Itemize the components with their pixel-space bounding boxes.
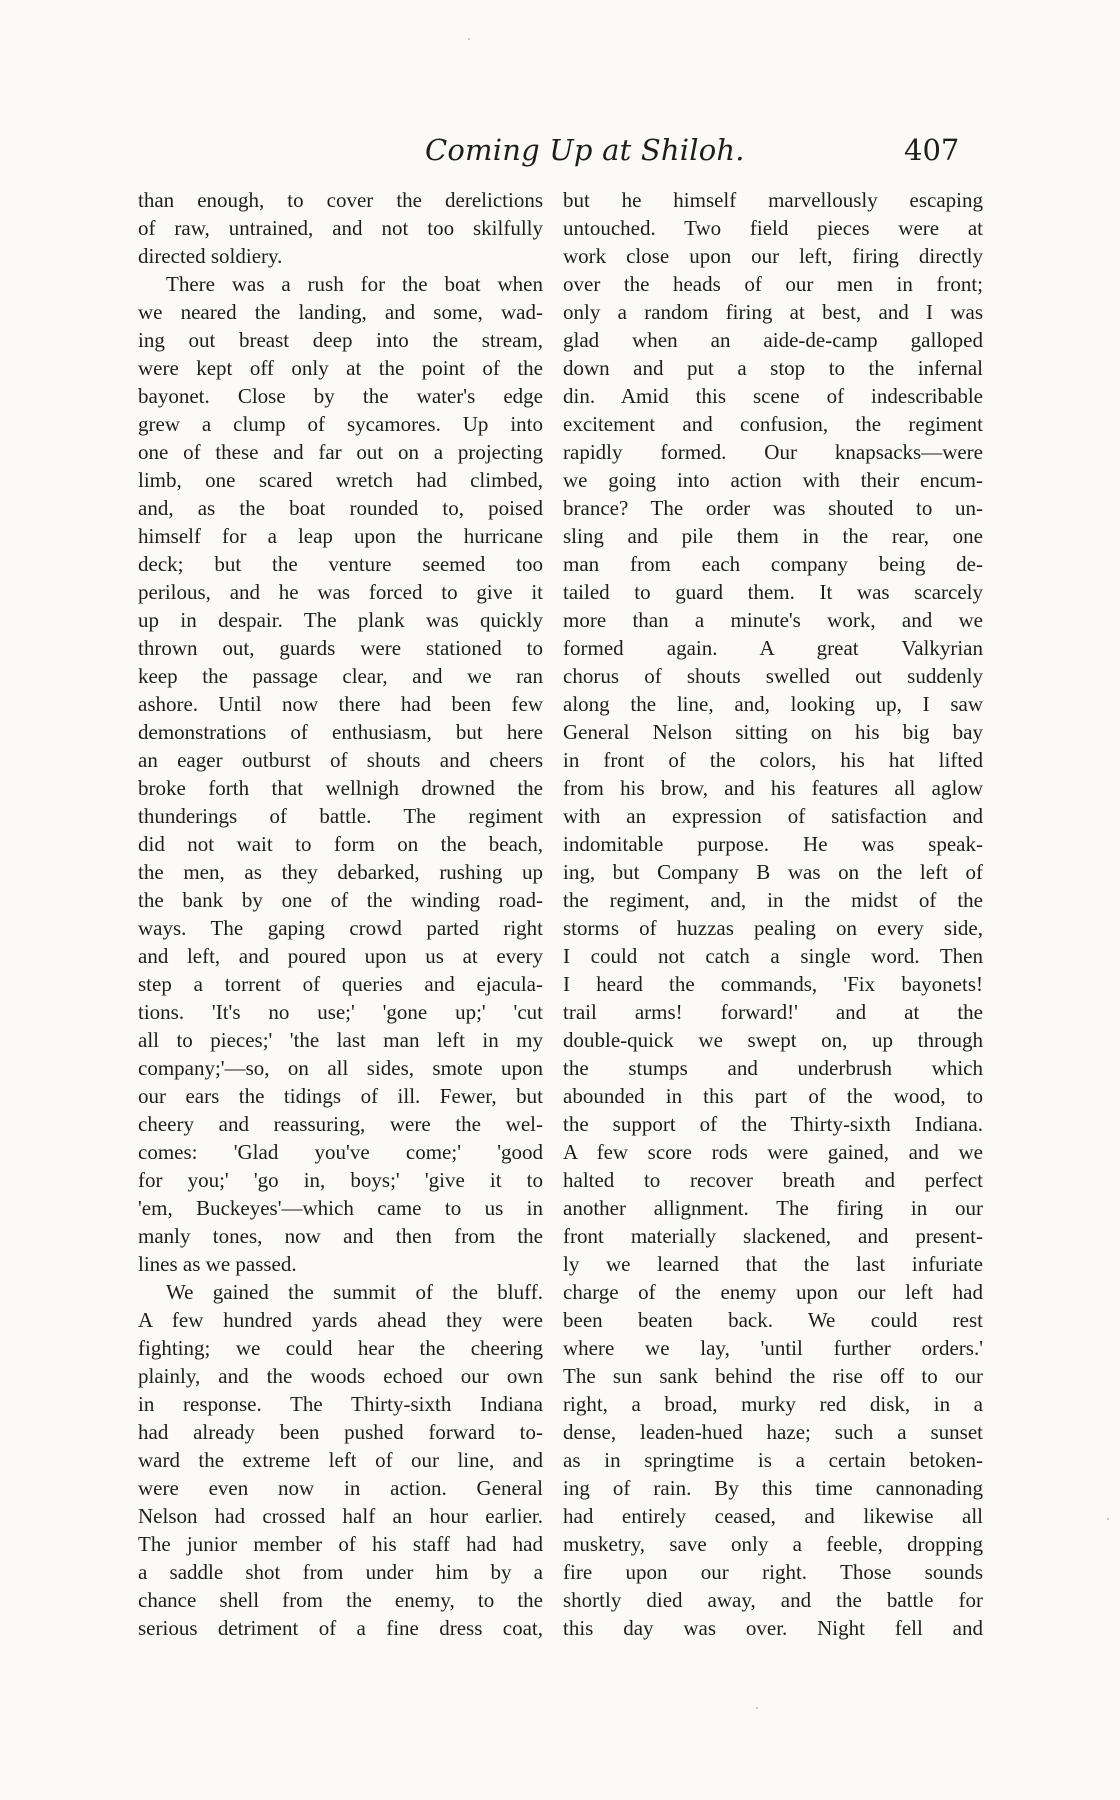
text-line: man from each company being de-: [563, 552, 983, 576]
text-line: the support of the Thirty-sixth Indiana.: [563, 1112, 983, 1136]
text-line: where we lay, 'until further orders.': [563, 1336, 983, 1360]
text-line: We gained the summit of the bluff.: [166, 1280, 543, 1304]
text-line: ward the extreme left of our line, and: [138, 1448, 543, 1472]
text-line: along the line, and, looking up, I saw: [563, 692, 983, 716]
text-line: Nelson had crossed half an hour earlier.: [138, 1504, 543, 1528]
text-line: as in springtime is a certain betoken-: [563, 1448, 983, 1472]
text-line: glad when an aide-de-camp galloped: [563, 328, 983, 352]
text-line: ing, but Company B was on the left of: [563, 860, 983, 884]
text-line: fighting; we could hear the cheering: [138, 1336, 543, 1360]
text-line: the stumps and underbrush which: [563, 1056, 983, 1080]
paper-speck: [1107, 1518, 1109, 1520]
text-line: right, a broad, murky red disk, in a: [563, 1392, 983, 1416]
text-line: an eager outburst of shouts and cheers: [138, 748, 543, 772]
text-line: all to pieces;' 'the last man left in my: [138, 1028, 543, 1052]
text-line: cheery and reassuring, were the wel-: [138, 1112, 543, 1136]
text-line: shortly died away, and the battle for: [563, 1588, 983, 1612]
text-line: more than a minute's work, and we: [563, 608, 983, 632]
text-line: perilous, and he was forced to give it: [138, 580, 543, 604]
text-line: excitement and confusion, the regiment: [563, 412, 983, 436]
text-line: chance shell from the enemy, to the: [138, 1588, 543, 1612]
text-line: keep the passage clear, and we ran: [138, 664, 543, 688]
text-line: grew a clump of sycamores. Up into: [138, 412, 543, 436]
text-line: sling and pile them in the rear, one: [563, 524, 983, 548]
text-line: front materially slackened, and present-: [563, 1224, 983, 1248]
text-line: from his brow, and his features all aglow: [563, 776, 983, 800]
text-line: than enough, to cover the derelictions: [138, 188, 543, 212]
text-line: were kept off only at the point of the: [138, 356, 543, 380]
text-line: up in despair. The plank was quickly: [138, 608, 543, 632]
text-line: ly we learned that the last infuriate: [563, 1252, 983, 1276]
text-line: limb, one scared wretch had climbed,: [138, 468, 543, 492]
text-line: work close upon our left, firing directly: [563, 244, 983, 268]
text-line: halted to recover breath and perfect: [563, 1168, 983, 1192]
text-line: company;'—so, on all sides, smote upon: [138, 1056, 543, 1080]
text-line: ing of rain. By this time cannonading: [563, 1476, 983, 1500]
text-line: brance? The order was shouted to un-: [563, 496, 983, 520]
text-line: over the heads of our men in front;: [563, 272, 983, 296]
text-line: comes: 'Glad you've come;' 'good: [138, 1140, 543, 1164]
paper-speck: [468, 38, 470, 40]
text-line: tions. 'It's no use;' 'gone up;' 'cut: [138, 1000, 543, 1024]
text-line: the men, as they debarked, rushing up: [138, 860, 543, 884]
text-line: ways. The gaping crowd parted right: [138, 916, 543, 940]
text-line: had already been pushed forward to-: [138, 1420, 543, 1444]
text-line: we going into action with their encum-: [563, 468, 983, 492]
text-line: the bank by one of the winding road-: [138, 888, 543, 912]
text-line: double-quick we swept on, up through: [563, 1028, 983, 1052]
text-line: and, as the boat rounded to, poised: [138, 496, 543, 520]
text-line: There was a rush for the boat when: [166, 272, 543, 296]
text-line: directed soldiery.: [138, 244, 283, 268]
text-line: the regiment, and, in the midst of the: [563, 888, 983, 912]
text-line: were even now in action. General: [138, 1476, 543, 1500]
text-line: broke forth that wellnigh drowned the: [138, 776, 543, 800]
text-line: General Nelson sitting on his big bay: [563, 720, 983, 744]
text-line: I heard the commands, 'Fix bayonets!: [563, 972, 983, 996]
text-line: I could not catch a single word. Then: [563, 944, 983, 968]
paper-speck: [756, 1707, 758, 1709]
text-line: demonstrations of enthusiasm, but here: [138, 720, 543, 744]
text-line: formed again. A great Valkyrian: [563, 636, 983, 660]
text-line: din. Amid this scene of indescribable: [563, 384, 983, 408]
text-line: 'em, Buckeyes'—which came to us in: [138, 1196, 543, 1220]
text-line: one of these and far out on a projecting: [138, 440, 543, 464]
text-line: The sun sank behind the rise off to our: [563, 1364, 983, 1388]
text-line: tailed to guard them. It was scarcely: [563, 580, 983, 604]
text-line: in response. The Thirty-sixth Indiana: [138, 1392, 543, 1416]
text-line: ing out breast deep into the stream,: [138, 328, 543, 352]
text-line: but he himself marvellously escaping: [563, 188, 983, 212]
text-line: ashore. Until now there had been few: [138, 692, 543, 716]
text-line: fire upon our right. Those sounds: [563, 1560, 983, 1584]
text-line: with an expression of satisfaction and: [563, 804, 983, 828]
text-line: step a torrent of queries and ejacula-: [138, 972, 543, 996]
text-line: manly tones, now and then from the: [138, 1224, 543, 1248]
text-line: this day was over. Night fell and: [563, 1616, 983, 1640]
text-line: bayonet. Close by the water's edge: [138, 384, 543, 408]
text-line: musketry, save only a feeble, dropping: [563, 1532, 983, 1556]
text-line: storms of huzzas pealing on every side,: [563, 916, 983, 940]
text-line: The junior member of his staff had had: [138, 1532, 543, 1556]
text-line: in front of the colors, his hat lifted: [563, 748, 983, 772]
text-line: and left, and poured upon us at every: [138, 944, 543, 968]
text-line: A few score rods were gained, and we: [563, 1140, 983, 1164]
text-line: trail arms! forward!' and at the: [563, 1000, 983, 1024]
page-number: 407: [904, 133, 960, 167]
text-line: for you;' 'go in, boys;' 'give it to: [138, 1168, 543, 1192]
text-line: deck; but the venture seemed too: [138, 552, 543, 576]
text-line: untouched. Two field pieces were at: [563, 216, 983, 240]
text-line: plainly, and the woods echoed our own: [138, 1364, 543, 1388]
running-head: [0, 133, 1120, 173]
text-line: rapidly formed. Our knapsacks—were: [563, 440, 983, 464]
right-column: [563, 186, 983, 1642]
text-line: of raw, untrained, and not too skilfully: [138, 216, 543, 240]
text-line: lines as we passed.: [138, 1252, 297, 1276]
text-line: A few hundred yards ahead they were: [138, 1308, 543, 1332]
text-line: thrown out, guards were stationed to: [138, 636, 543, 660]
text-line: down and put a stop to the infernal: [563, 356, 983, 380]
text-line: a saddle shot from under him by a: [138, 1560, 543, 1584]
text-line: indomitable purpose. He was speak-: [563, 832, 983, 856]
running-title: Coming Up at Shiloh.: [425, 133, 745, 167]
text-line: charge of the enemy upon our left had: [563, 1280, 983, 1304]
text-line: another allignment. The firing in our: [563, 1196, 983, 1220]
text-line: chorus of shouts swelled out suddenly: [563, 664, 983, 688]
text-line: only a random firing at best, and I was: [563, 300, 983, 324]
text-line: our ears the tidings of ill. Fewer, but: [138, 1084, 543, 1108]
text-line: thunderings of battle. The regiment: [138, 804, 543, 828]
text-line: abounded in this part of the wood, to: [563, 1084, 983, 1108]
text-line: serious detriment of a fine dress coat,: [138, 1616, 543, 1640]
text-line: had entirely ceased, and likewise all: [563, 1504, 983, 1528]
text-line: himself for a leap upon the hurricane: [138, 524, 543, 548]
text-line: did not wait to form on the beach,: [138, 832, 543, 856]
left-column: [138, 186, 543, 1642]
text-line: dense, leaden-hued haze; such a sunset: [563, 1420, 983, 1444]
text-line: been beaten back. We could rest: [563, 1308, 983, 1332]
text-line: we neared the landing, and some, wad-: [138, 300, 543, 324]
